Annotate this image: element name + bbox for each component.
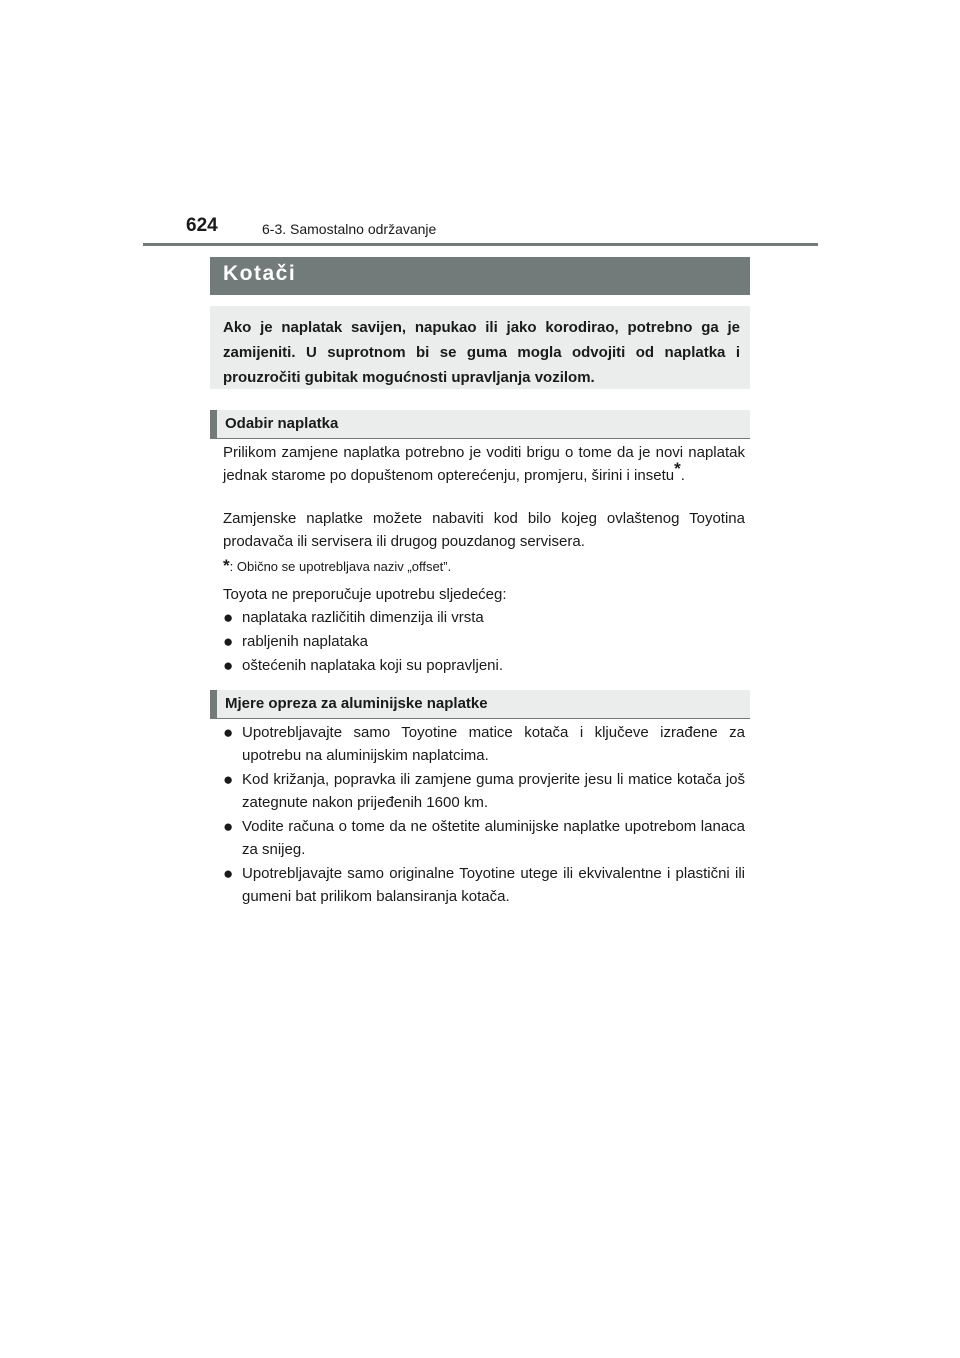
- subheading-aluminum-precautions: [210, 690, 750, 719]
- footnote-marker: *: [674, 459, 681, 478]
- subheading-rim-selection: [210, 410, 750, 439]
- bullet-icon: ●: [223, 817, 234, 836]
- subheading-accent-bar: [210, 410, 217, 438]
- rim-replacement-paragraph: [223, 441, 745, 487]
- list-item-text: naplataka različitih dimenzija ili vrsta: [242, 609, 484, 626]
- bullet-icon: ●: [223, 723, 234, 742]
- subheading-label: Mjere opreza za aluminijske naplatke: [225, 695, 488, 712]
- intro-warning-box: Ako je naplatak savijen, napukao ili jako korodirao, potrebno ga je zamijeniti. U suprotnom bi se guma mogla odvojiti od naplatka i prouzročiti gubitak mogućnosti upravljanja vozilom.: [210, 306, 750, 389]
- bullet-icon: ●: [223, 770, 234, 789]
- list-item-text: Upotrebljavajte samo originalne Toyotine utege ili ekvivalentne i plastični ili gumeni bat prilikom balansiranja kotača.: [242, 865, 745, 905]
- bullet-icon: ●: [223, 656, 234, 675]
- subheading-label: Odabir naplatka: [225, 415, 339, 432]
- section-breadcrumb: 6-3. Samostalno održavanje: [262, 221, 437, 237]
- list-item-text: oštećenih naplataka koji su popravljeni.: [242, 657, 503, 674]
- footnote-text: : Obično se upotrebljava naziv „offset”.: [229, 559, 452, 574]
- list-item: [223, 862, 745, 908]
- header-divider: [143, 243, 818, 246]
- footnote-star: *: [223, 556, 230, 575]
- list-item: [223, 721, 745, 767]
- recommendation-lead: Toyota ne preporučuje upotrebu sljedećeg:: [223, 586, 507, 603]
- list-item-text: Kod križanja, popravka ili zamjene guma provjerite jesu li matice kotača još zategnute nakon prijeđenih 1600 km.: [242, 771, 745, 811]
- list-item: [223, 815, 745, 861]
- list-item: [223, 654, 745, 677]
- replacement-source-paragraph: Zamjenske naplatke možete nabaviti kod bilo kojeg ovlaštenog Toyotina prodavača ili servisera ili drugog pouzdanog servisera.: [223, 510, 745, 550]
- footnote: [223, 556, 745, 576]
- list-item-text: rabljenih naplataka: [242, 633, 368, 650]
- list-item: [223, 630, 745, 653]
- paragraph-text: Prilikom zamjene naplatka potrebno je voditi brigu o tome da je novi naplatak jednak starome po dopuštenom opterećenju, promjeru, širini i insetu: [223, 444, 745, 484]
- list-item: [223, 768, 745, 814]
- list-item-text: Upotrebljavajte samo Toyotine matice kotača i ključeve izrađene za upotrebu na aluminijskim naplatcima.: [242, 724, 745, 764]
- page-number: 624: [186, 215, 218, 236]
- bullet-icon: ●: [223, 632, 234, 651]
- list-item-text: Vodite računa o tome da ne oštetite aluminijske naplatke upotrebom lanaca za snijeg.: [242, 818, 745, 858]
- subheading-accent-bar: [210, 690, 217, 718]
- page-title: Kotači: [223, 262, 297, 285]
- bullet-icon: ●: [223, 864, 234, 883]
- list-item: [223, 606, 745, 629]
- paragraph-end: .: [680, 467, 685, 484]
- title-bar: [210, 257, 750, 295]
- bullet-icon: ●: [223, 608, 234, 627]
